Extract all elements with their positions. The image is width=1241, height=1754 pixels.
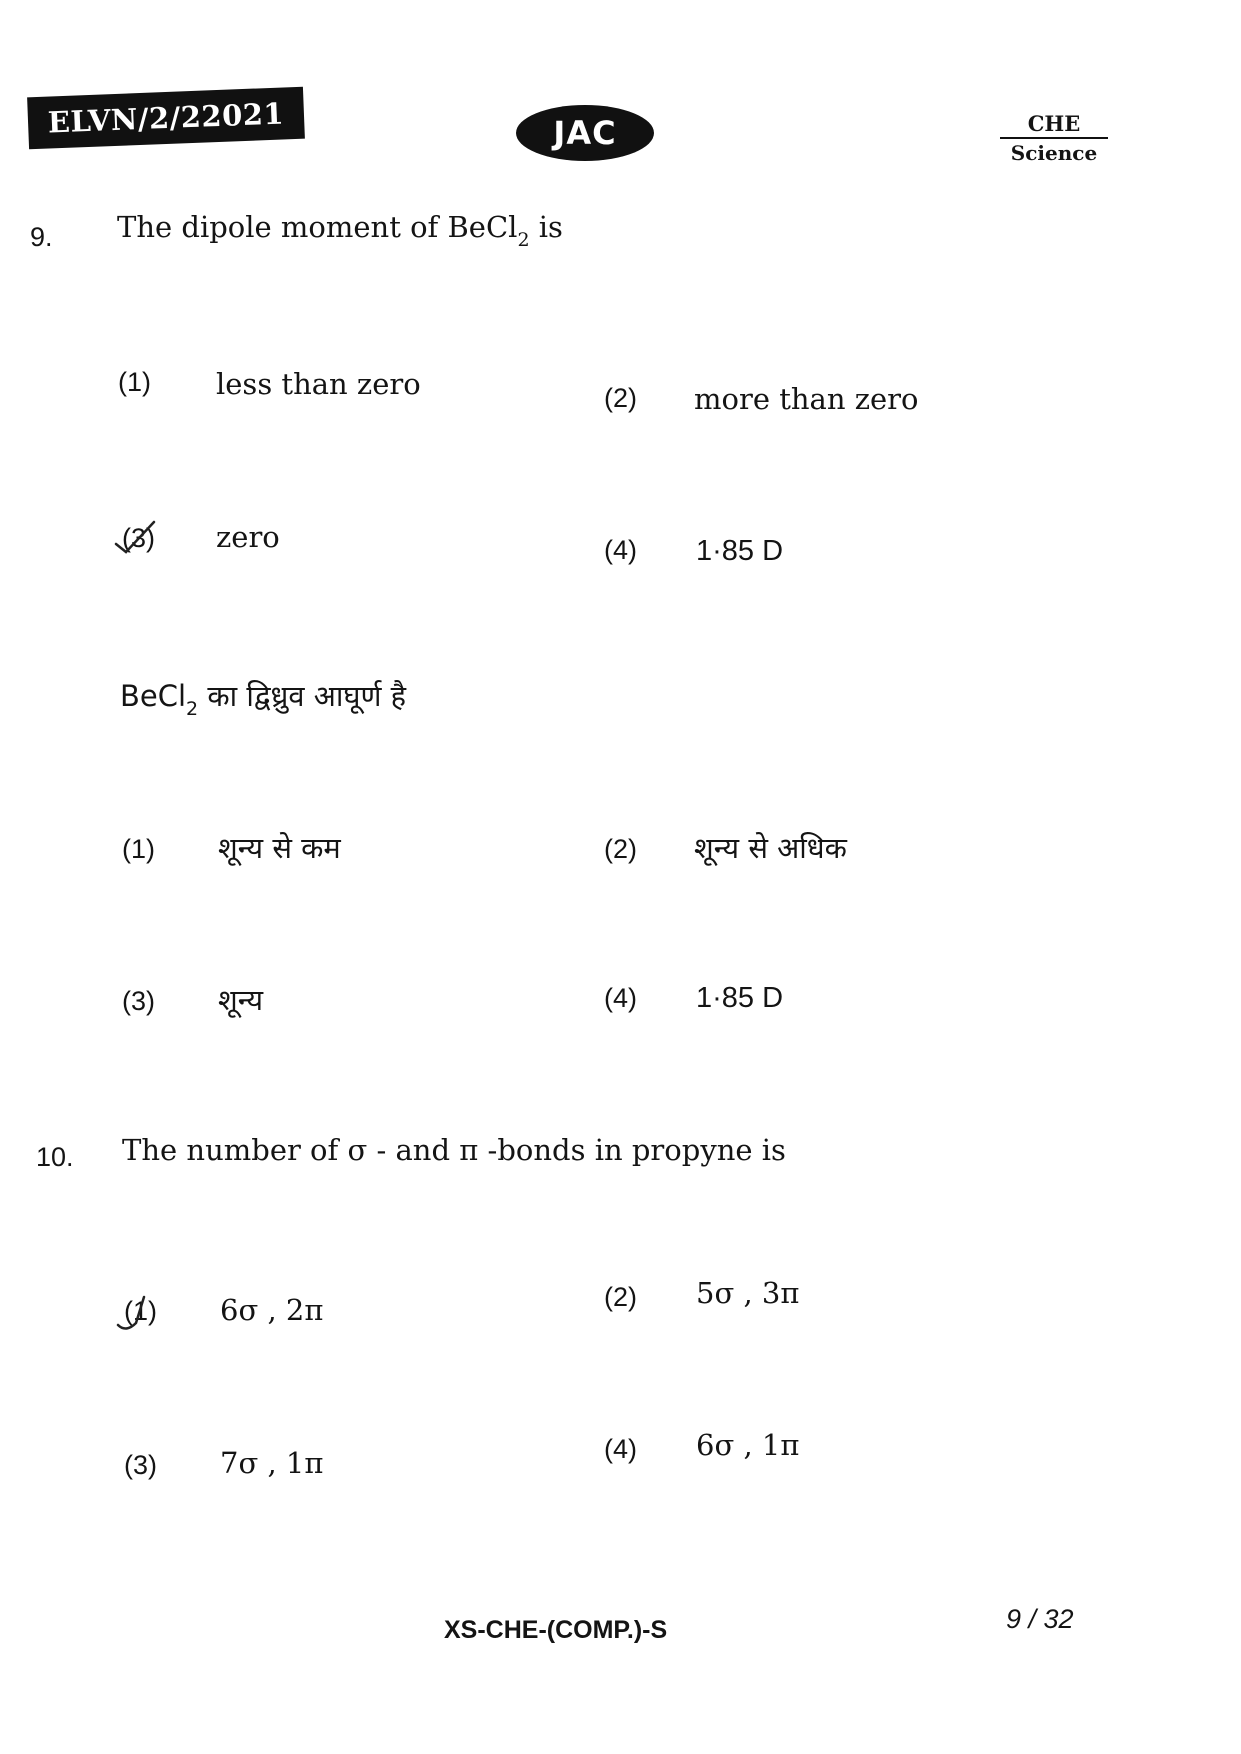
question-text-prefix: The dipole moment of BeCl	[117, 210, 518, 244]
option-number: (2)	[604, 1282, 637, 1312]
subject-name: Science	[1010, 141, 1098, 165]
option-number: (4)	[604, 535, 637, 565]
paper-code-badge: ELVN/2/22021	[27, 87, 305, 150]
option-number: (3)	[124, 1450, 157, 1480]
option-text: zero	[216, 520, 280, 554]
question-number: 9.	[30, 222, 53, 252]
option-number: (2)	[604, 383, 637, 413]
option-number: (1)	[118, 367, 151, 397]
subscript: 2	[186, 698, 199, 720]
page-number: 9 / 32	[1006, 1604, 1074, 1634]
hindi-text-prefix: BeCl	[120, 679, 187, 713]
option-text: 7σ , 1π	[220, 1446, 324, 1480]
option-number: (4)	[604, 983, 637, 1013]
question-number: 10.	[36, 1142, 74, 1172]
subscript: 2	[517, 229, 530, 251]
option-number: (3)	[122, 986, 155, 1016]
tick-mark-icon	[110, 516, 162, 556]
option-number: (2)	[604, 834, 637, 864]
option-text: 1·85 D	[696, 535, 784, 567]
option-text: 6σ , 2π	[220, 1293, 324, 1327]
hindi-text-suffix: का द्विध्रुव आघूर्ण है	[198, 679, 407, 713]
question-text	[117, 210, 563, 251]
option-text: 1·85 D	[696, 982, 784, 1014]
option-text: less than zero	[216, 367, 421, 401]
board-logo: JAC	[516, 105, 654, 161]
option-text: more than zero	[694, 382, 919, 416]
option-text-hindi: शून्य से कम	[218, 831, 341, 865]
footer-paper-code: XS-CHE-(COMP.)-S	[444, 1616, 668, 1644]
subject-divider	[1000, 137, 1108, 139]
option-text-hindi: शून्य	[218, 983, 264, 1017]
question-text-hindi	[120, 676, 407, 720]
question-text: The number of σ - and π -bonds in propyne is	[122, 1133, 786, 1167]
tick-mark-icon	[114, 1293, 166, 1333]
option-number: (3)	[122, 523, 155, 553]
option-text-hindi: शून्य से अधिक	[694, 831, 847, 865]
option-number: (4)	[604, 1434, 637, 1464]
subject-label	[1000, 112, 1108, 165]
option-text: 6σ , 1π	[696, 1428, 800, 1462]
option-number: (1)	[124, 1296, 157, 1326]
option-number: (1)	[122, 834, 155, 864]
subject-code: CHE	[1027, 111, 1081, 136]
option-text: 5σ , 3π	[696, 1276, 800, 1310]
question-text-suffix: is	[529, 210, 563, 244]
